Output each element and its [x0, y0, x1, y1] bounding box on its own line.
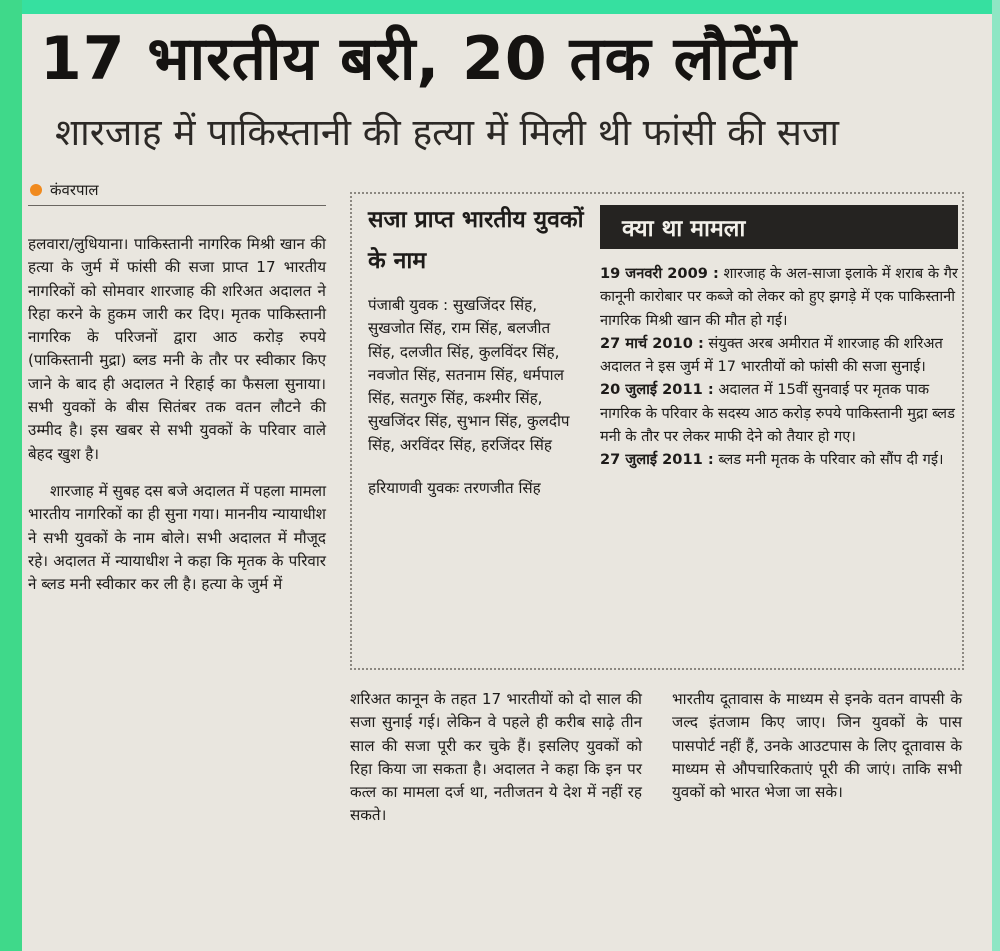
case-entry: [600, 262, 960, 332]
article-column-2: [350, 688, 642, 828]
names-list: [368, 294, 582, 500]
case-title-box: [600, 205, 958, 249]
case-entry-text: अदालत में 15वीं सुनवाई पर मृतक पाक नागरिक के परिवार के सदस्य आठ करोड़ रुपये पाकिस्तानी मुद्रा ब्लड मनी के तौर पर लेकर माफी देने को तैयार हो गए।: [600, 381, 955, 446]
green-left-border: [0, 0, 22, 951]
case-entry-text: ब्लड मनी मृतक के परिवार को सौंप दी गई।: [718, 451, 944, 469]
case-title: क्या था मामला: [622, 216, 746, 242]
byline-author: कंवरपाल: [50, 181, 99, 199]
paragraph-1: हलवारा/लुधियाना। पाकिस्तानी नागरिक मिश्री खान की हत्या के जुर्म में फांसी की सजा प्राप्त 17 भारतीय नागरिकों को सोमवार शारजाह की शरिअत अदालत ने रिहा करने के हुकम जारी कर दिए। मृतक पाकिस्तानी नागरिक के परिजनों द्वारा आठ करोड़ रुपये (पाकिस्तानी मुद्रा) ब्लड मनी के तौर पर स्वीकार किए जाने के बाद ही अदालत ने रिहाई का फैसला सुनाया। सभी युवकों के बीस सितंबर तक वतन लौटने की उम्मीद है। इस खबर से सभी युवकों के परिवार वाले बेहद खुश है।: [28, 235, 326, 463]
case-entry: [600, 448, 960, 471]
case-entry-text: शारजाह के अल-साजा इलाके में शराब के गैर कानूनी कारोबार पर कब्जे को लेकर को हुए झगड़े में एक पाकिस्तानी नागरिक मिश्री खान की मौत हो गई।: [600, 265, 958, 329]
sidebar-title: सजा प्राप्त भारतीय युवकों के नाम: [368, 207, 584, 274]
case-timeline: [600, 262, 960, 472]
case-entry-text: संयुक्त अरब अमीरात में शारजाह की शरिअत अदालत ने इस जुर्म में 17 भारतीयों को फांसी की सजा सुनाई।: [600, 334, 943, 376]
case-entry: [600, 332, 960, 379]
article-column-1: [28, 233, 326, 596]
case-entry-date: 27 मार्च 2010 :: [600, 334, 704, 352]
paragraph-4: भारतीय दूतावास के माध्यम से इनके वतन वापसी के जल्द इंतजाम किए जाए। जिन युवकों के पास पासपोर्ट नहीं हैं, उनके आउटपास के लिए दूतावास के माध्यम से औपचारिकताएं पूरी की जाएं। ताकि सभी युवकों को भारत भेजा जा सके।: [672, 690, 962, 802]
case-entry-date: 19 जनवरी 2009 :: [600, 265, 719, 282]
paragraph-3: शरिअत कानून के तहत 17 भारतीयों को दो साल की सजा सुनाई गई। लेकिन वे पहले ही करीब साढ़े तीन साल की सजा पूरी कर चुके हैं। इसलिए युवकों को रिहा किया जा सकता है। अदालत ने कहा कि इन पर कत्ल का मामला दर्ज था, नतीजतन ये देश में नहीं रह सकते।: [350, 690, 642, 825]
green-top-border: [0, 0, 1000, 14]
byline: [30, 180, 99, 200]
byline-rule: [28, 205, 326, 206]
case-entry: [600, 378, 960, 448]
punjabi-names: पंजाबी युवक : सुखजिंदर सिंह, सुखजोत सिंह, राम सिंह, बलजीत सिंह, दलजीत सिंह, कुलविंदर सिंह, नवजोत सिंह, सतनाम सिंह, धर्मपाल सिंह, सतगुरु सिंह, कश्मीर सिंह, सुखजिंदर सिंह, सुभान सिंह, कुलदीप सिंह, अरविंदर सिंह, हरजिंदर सिंह: [368, 296, 570, 454]
case-entry-date: 20 जुलाई 2011 :: [600, 381, 714, 399]
byline-bullet-icon: [30, 184, 42, 196]
headline: 17 भारतीय बरी, 20 तक लौटेंगे: [40, 24, 797, 94]
haryanvi-names: हरियाणवी युवकः तरणजीत सिंह: [368, 479, 541, 498]
paragraph-2: शारजाह में सुबह दस बजे अदालत में पहला मामला भारतीय नागरिकों का ही सुना गया। माननीय न्यायाधीश ने सभी युवकों के नाम बोले। सभी अदालत में मौजूद रहे। अदालत में न्यायाधीश ने कहा कि मृतक के परिवार ने ब्लड मनी स्वीकार कर ली है। हत्या के जुर्म में: [28, 481, 326, 594]
subheadline: शारजाह में पाकिस्तानी की हत्या में मिली थी फांसी की सजा: [55, 111, 839, 154]
case-entry-date: 27 जुलाई 2011 :: [600, 451, 714, 469]
green-right-border: [992, 0, 1000, 951]
article-column-3: [672, 688, 962, 804]
